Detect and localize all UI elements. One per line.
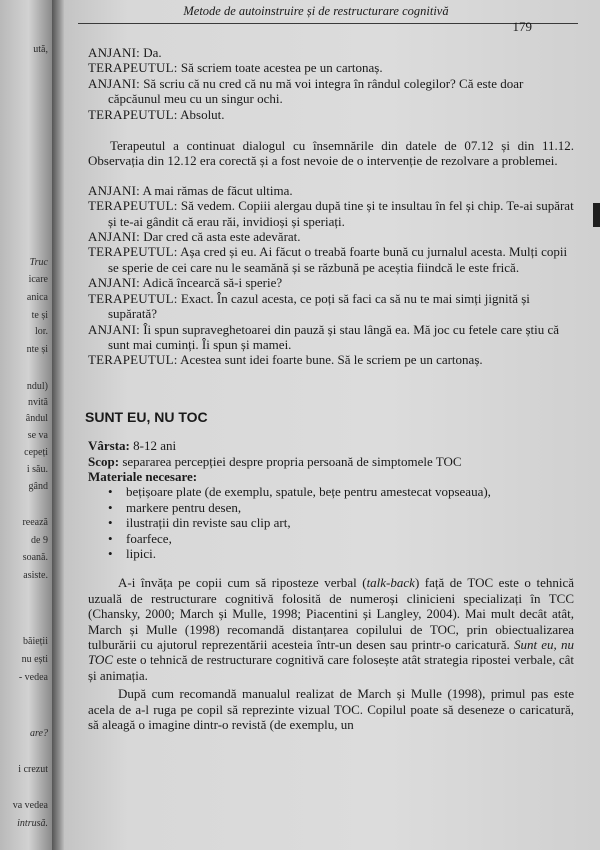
body-paragraph-2: După cum recomandă manualul realizat de March și Mulle (1998), primul pas este acela de a-l ruga pe copil să reprezinte vizual TOC. Copilul poate să deseneze o caricatură, să aleagă o imagine dintr-o revistă (de exemplu, un — [88, 686, 574, 733]
book-page — [64, 0, 600, 850]
dialogue-line — [88, 244, 574, 275]
dialogue-line — [88, 76, 574, 107]
speech-text: Absolut. — [177, 106, 225, 122]
left-page-text-fragment: gând — [28, 481, 48, 492]
dialogue-block-1 — [88, 45, 574, 122]
left-page-text-fragment: nvită — [28, 397, 48, 408]
speech-text: Da. — [139, 45, 162, 60]
body-text-emphasis: talk-back — [366, 575, 415, 591]
speaker-name: ANJANI: — [88, 45, 140, 60]
page-number: 179 — [512, 19, 532, 34]
speech-text: Să scriem toate acestea pe un cartonaș. — [177, 60, 383, 76]
speaker-name: ANJANI: — [88, 275, 140, 291]
materials-item: • ilustrații din reviste sau clip art, — [108, 515, 574, 530]
left-page-text-fragment: te și — [31, 310, 48, 321]
speaker-name: TERAPEUTUL: — [88, 352, 178, 368]
left-page-text-fragment: are? — [30, 728, 48, 739]
speech-text: Îi spun supraveghetoarei din pauză și stau lângă ea. Mă joc cu fetele care știu că sunt mai cuminți. Îi spun și mamei. — [108, 321, 560, 352]
left-page-text-fragment: Truc — [29, 257, 48, 268]
speaker-name: TERAPEUTUL: — [88, 290, 178, 306]
materials-item: • bețișoare plate (de exemplu, spatule, bețe pentru amestecat vopseaua), — [108, 484, 574, 499]
dialogue-line — [88, 198, 574, 229]
book-gutter — [52, 0, 64, 850]
materials-item: • markere pentru desen, — [108, 500, 574, 515]
speech-text: Acestea sunt idei foarte bune. Să le scriem pe un cartonaș. — [177, 352, 483, 368]
age-label: Vârsta: — [88, 438, 130, 454]
materials-list — [88, 484, 574, 561]
left-page-text-fragment: - vedea — [18, 672, 48, 683]
left-page-text-fragment: cepeți — [24, 447, 48, 458]
materials-item: • lipici. — [108, 546, 574, 561]
scope-line — [88, 454, 574, 469]
dialogue-block-2 — [88, 183, 574, 368]
speech-text: Adică încearcă să-i sperie? — [139, 275, 283, 291]
dialogue-line — [88, 45, 574, 60]
dialogue-line — [88, 322, 574, 353]
left-page-text-fragment: se va — [27, 430, 48, 441]
materials-item: • foarfece, — [108, 531, 574, 546]
dialogue-line — [88, 183, 574, 198]
dialogue-line — [88, 352, 574, 367]
left-page-text-fragment: va vedea — [12, 800, 48, 811]
left-page-text-fragment: i său. — [26, 464, 48, 475]
left-page-text-fragment: soană. — [22, 552, 48, 563]
left-page-text-fragment: reează — [22, 517, 48, 528]
narrative-paragraph: Terapeutul a continuat dialogul cu însemnările din datele de 07.12 și din 11.12. Observația din 12.12 era corectă și a fost nevoie de o intervenție de rezolvare a problemei. — [88, 138, 574, 169]
left-page-text-fragment: asiste. — [23, 570, 48, 581]
header-rule — [78, 23, 578, 24]
speech-text: Așa cred și eu. Ai făcut o treabă foarte bună cu jurnalul acesta. Mulți copii se sperie de cei care nu le seamănă și se răzbună pe aceștia fiindcă le este frică. — [108, 244, 568, 275]
body-paragraph-1 — [88, 575, 574, 683]
left-page-text-fragment: de 9 — [31, 535, 48, 546]
left-page-text-fragment: băieții — [23, 636, 48, 647]
page-content — [85, 45, 574, 733]
speaker-name: ANJANI: — [88, 229, 140, 245]
body-text-run: A-i învăța pe copii cum să riposteze verbal ( — [118, 575, 367, 591]
left-page-text-fragment: ndul) — [26, 381, 48, 392]
speech-text: A mai rămas de făcut ultima. — [139, 182, 293, 198]
age-value: 8-12 ani — [129, 438, 177, 454]
speaker-name: ANJANI: — [88, 321, 140, 337]
dialogue-line — [88, 291, 574, 322]
materials-heading — [88, 469, 574, 484]
speech-text: Exact. În cazul acesta, ce poți să faci ca să nu te mai simți jignită și supărată? — [108, 290, 530, 322]
body-text-emphasis: Sunt eu, nu TOC — [88, 637, 574, 668]
left-page-text-fragment: icare — [28, 274, 48, 285]
speaker-name: ANJANI: — [88, 75, 140, 91]
speaker-name: TERAPEUTUL: — [88, 106, 178, 122]
left-page-text-fragment: lor. — [34, 326, 48, 337]
left-page-text-fragment: anica — [26, 292, 48, 303]
speech-text: Dar cred că asta este adevărat. — [139, 229, 301, 245]
speaker-name: ANJANI: — [88, 182, 140, 198]
left-page-text-fragment: i crezut — [18, 764, 48, 775]
dialogue-line — [88, 107, 574, 122]
body-text-run: este o tehnică de restructurare cognitivă care folosește atât strategia ripostei verbale, cât și animația. — [88, 652, 574, 683]
left-page-text-fragment: ândul — [25, 413, 48, 424]
speaker-name: TERAPEUTUL: — [88, 198, 178, 214]
running-head: Metode de autoinstruire și de restructurare cognitivă — [183, 4, 449, 18]
left-page-text-fragment: nte și — [26, 344, 48, 355]
speech-text: Să scriu că nu cred că nu mă voi integra în rândul colegilor? Că este doar căpcăunul meu cu un singur ochi. — [108, 75, 524, 107]
speaker-name: TERAPEUTUL: — [88, 60, 178, 76]
scope-value: separarea percepției despre propria persoană de simptomele TOC — [119, 453, 462, 469]
section-title: SUNT EU, NU TOC — [85, 408, 208, 425]
age-line — [88, 438, 574, 453]
materials-label: Materiale necesare: — [88, 468, 198, 484]
dialogue-line — [88, 275, 574, 290]
scope-label: Scop: — [88, 453, 120, 469]
left-page-text-fragment: intrusă. — [17, 818, 48, 829]
speech-text: Să vedem. Copiii alergau după tine și te insultau în fel și chip. Te-ai supărat și te-ai gândit că erau răi, invidioși și speriați. — [108, 198, 574, 229]
left-page-text-fragment: nu ești — [21, 654, 48, 665]
dialogue-line — [88, 229, 574, 244]
body-text-run: ) față de TOC este o tehnică uzuală de restructurare cognitivă folosită de numeroși clinicieni specializați în TCC (Chansky, 2000; March și Mulle, 1998; Piacentini și Langley, 2004). Mai mult decât atât, March și Mulle (1998) recomandă distanțarea copilului de TOC, prin obiectualizarea tulburării cu ajutorul reprezentării acesteia într-un desen sau printr-o caricatură. — [88, 575, 574, 652]
dialogue-line — [88, 60, 574, 75]
page-tab-marker — [593, 203, 600, 227]
left-page-text-fragment: ută, — [33, 44, 48, 55]
speaker-name: TERAPEUTUL: — [88, 244, 178, 260]
left-page-edge — [0, 0, 52, 850]
